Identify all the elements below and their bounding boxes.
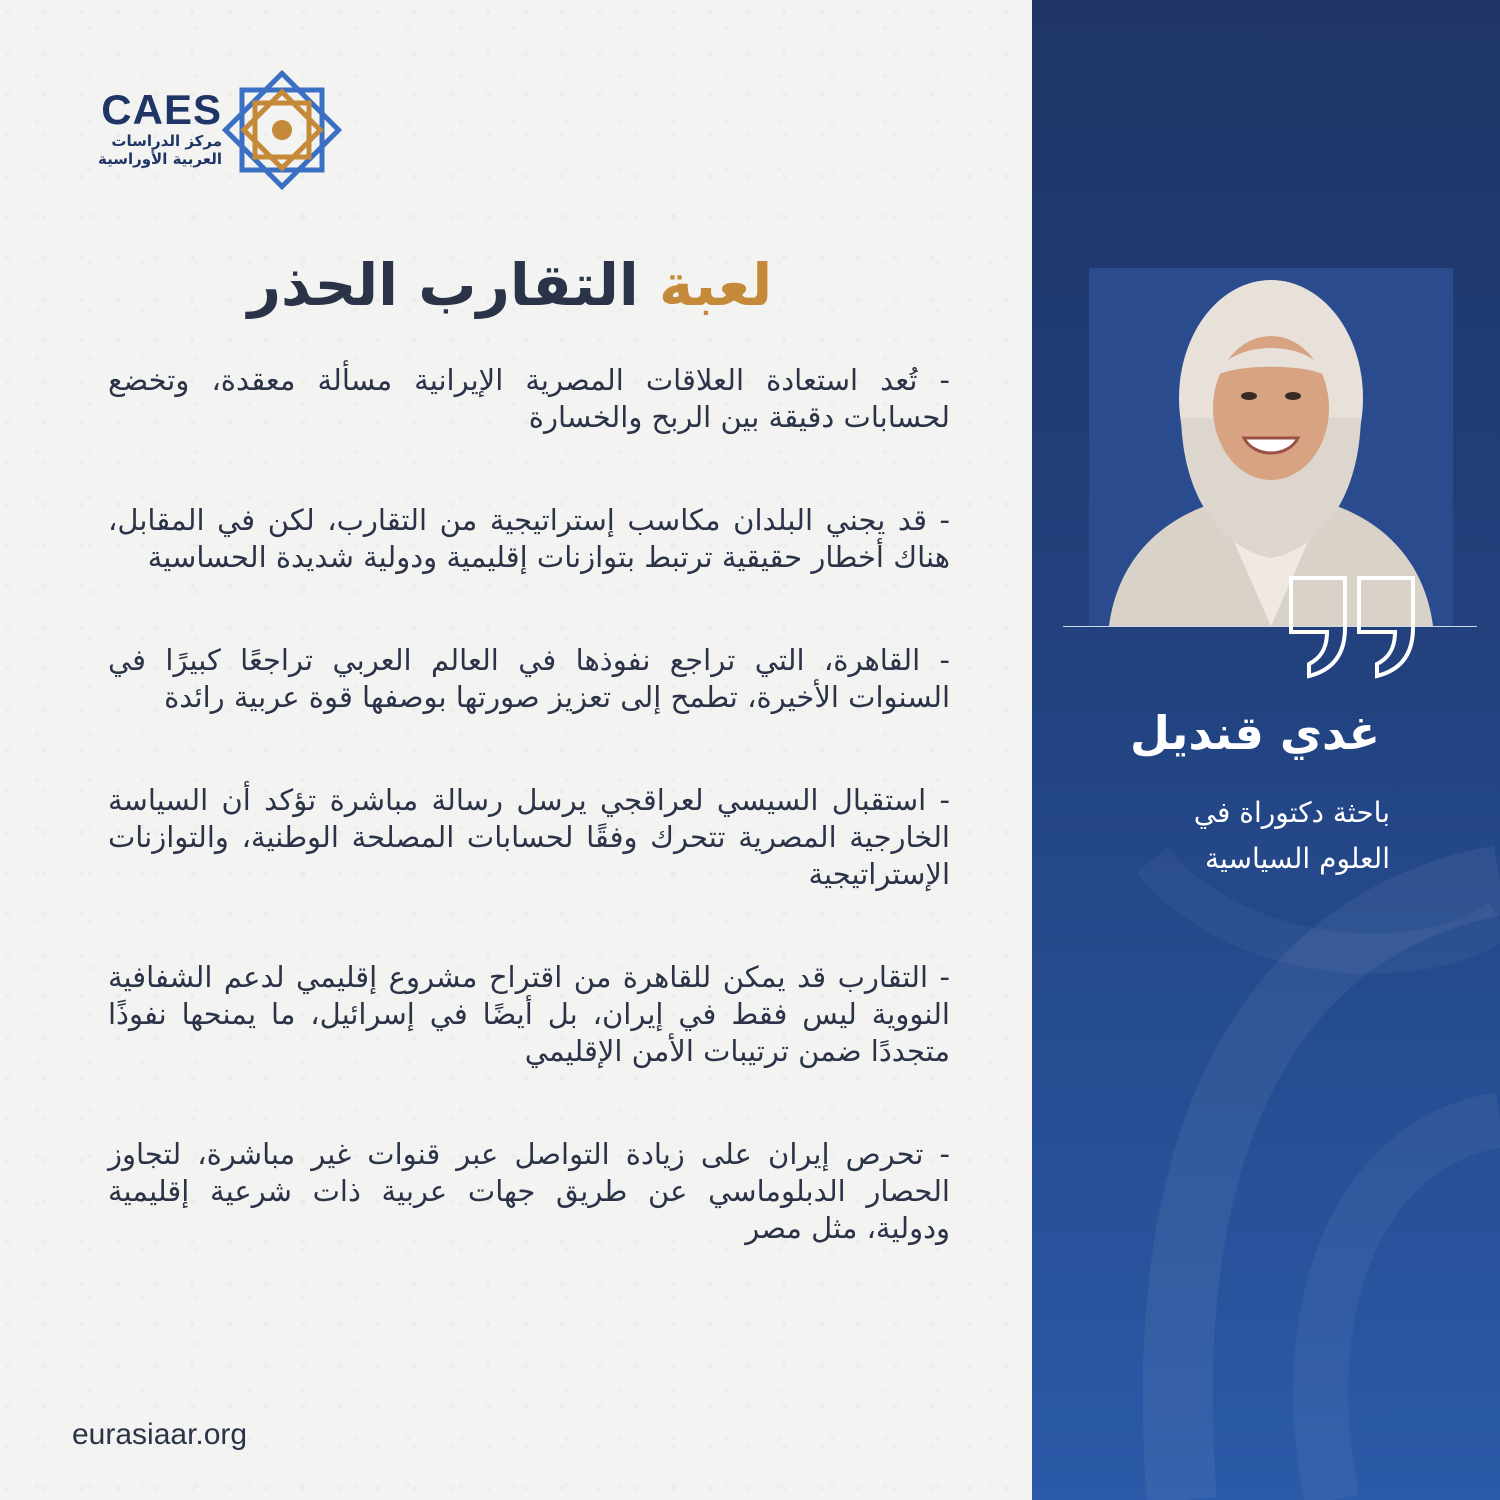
author-name: غدي قنديل [1130, 706, 1380, 760]
logo-text-block [82, 88, 222, 168]
paragraph-1: - تُعد استعادة العلاقات المصرية الإيرانية مسألة معقدة، وتخضع لحسابات دقيقة بين الربح والخسارة [108, 363, 950, 434]
paragraph-3: - القاهرة، التي تراجع نفوذها في العالم العربي تراجعًا كبيرًا في السنوات الأخيرة، تطمح إلى تعزيز صورتها بوصفها قوة عربية رائدة [108, 643, 950, 714]
article-body [108, 362, 950, 1313]
logo-name-line-2: العربية الأوراسية [97, 150, 222, 168]
author-role-line-2: العلوم السياسية [1205, 842, 1390, 875]
paragraph-4: - استقبال السيسي لعراقجي يرسل رسالة مباشرة تؤكد أن السياسة الخارجية المصرية تتحرك وفقًا لحسابات المصلحة الوطنية، والتوازنات الإستراتيجية [108, 783, 950, 891]
caes-logo [82, 70, 352, 190]
website-url: eurasiaar.org [72, 1418, 248, 1451]
paragraph-2: - قد يجني البلدان مكاسب إستراتيجية من التقارب، لكن في المقابل، هناك أخطار حقيقية ترتبط بتوازنات إقليمية ودولية شديدة الحساسية [108, 503, 950, 574]
title-accent-word: لعبة [658, 251, 773, 319]
eight-point-star-logo-icon [222, 70, 342, 190]
page-title [110, 240, 910, 330]
paragraph-6: - تحرص إيران على زيادة التواصل عبر قنوات غير مباشرة، لتجاوز الحصار الدبلوماسي عن طريق جهات عربية ذات شرعية إقليمية ودولية، مثل مصر [108, 1137, 950, 1245]
author-role [1060, 790, 1390, 882]
paragraph-5: - التقارب قد يمكن للقاهرة من اقتراح مشروع إقليمي لدعم الشفافية النووية ليس فقط في إيران، بل أيضًا في إسرائيل، ما يمنحها نفوذًا متجددًا ضمن ترتيبات الأمن الإقليمي [108, 960, 950, 1068]
quote-mark-icon [1283, 572, 1423, 682]
logo-name-line-1: مركز الدراسات [111, 132, 222, 150]
logo-acronym: CAES [101, 86, 222, 133]
author-role-line-1: باحثة دكتوراة في [1193, 796, 1390, 829]
title-rest: التقارب الحذر [247, 251, 639, 319]
